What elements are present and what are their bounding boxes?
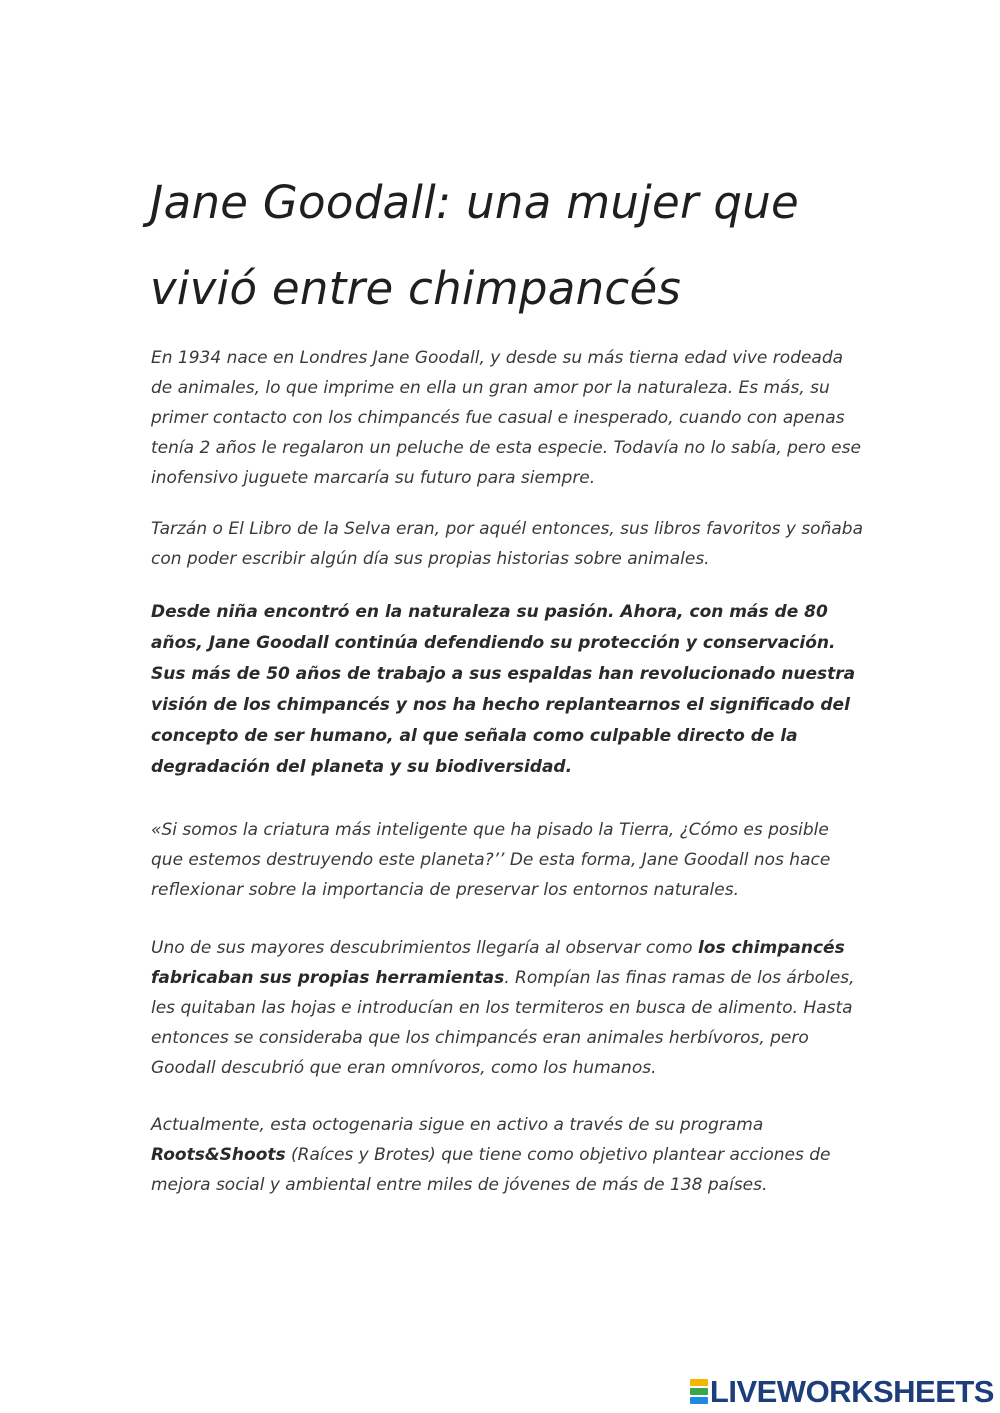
paragraph-program bbox=[151, 1110, 863, 1200]
liveworksheets-logo-text: LIVEWORKSHEETS bbox=[709, 1374, 994, 1409]
program-text-end: (Raíces y Brotes) que tiene como objetivo plantear acciones de mejora social y ambiental entre miles de jóvenes de más de 138 países. bbox=[151, 1145, 831, 1195]
discovery-text-end: . Rompían las finas ramas de los árboles, les quitaban las hojas e introducían en los termiteros en busca de alimento. Hasta entonces se consideraba que los chimpancés eran animales herbívoros, pero Goodall descubrió que eran omnívoros, como los humanos. bbox=[151, 968, 855, 1078]
paragraph-discovery bbox=[151, 933, 863, 1083]
paragraph-birth: En 1934 nace en Londres Jane Goodall, y desde su más tierna edad vive rodeada de animales, lo que imprime en ella un gran amor por la naturaleza. Es más, su primer contacto con los chimpancés fue casual e inesperado, cuando con apenas tenía 2 años le regalaron un peluche de esta especie. Todavía no lo sabía, pero ese inofensivo juguete marcaría su futuro para siempre. bbox=[151, 348, 861, 488]
title-line-1: Jane Goodall: una mujer que bbox=[150, 176, 800, 229]
discovery-highlight: los chimpancés fabricaban sus propias herramientas bbox=[151, 938, 845, 988]
program-name: Roots&Shoots bbox=[151, 1145, 286, 1165]
title-line-2: vivió entre chimpancés bbox=[150, 262, 682, 315]
program-text-start: Actualmente, esta octogenaria sigue en activo a través de su programa bbox=[151, 1115, 764, 1135]
liveworksheets-logo-icon bbox=[690, 1379, 708, 1405]
page-title bbox=[150, 160, 870, 332]
paragraph-passion: Desde niña encontró en la naturaleza su pasión. Ahora, con más de 80 años, Jane Goodall continúa defendiendo su protección y conservación. Sus más de 50 años de trabajo a sus espaldas han revolucionado nuestra visión de los chimpancés y nos ha hecho replantearnos el significado del concepto de ser humano, al que señala como culpable directo de la degradación del planeta y su biodiversidad. bbox=[151, 602, 856, 777]
paragraph-quote: «Si somos la criatura más inteligente que ha pisado la Tierra, ¿Cómo es posible que estemos destruyendo este planeta?’’ De esta forma, Jane Goodall nos hace reflexionar sobre la importancia de preservar los entornos naturales. bbox=[151, 820, 831, 900]
paragraph-books: Tarzán o El Libro de la Selva eran, por aquél entonces, sus libros favoritos y soñaba con poder escribir algún día sus propias historias sobre animales. bbox=[151, 519, 863, 569]
liveworksheets-logo bbox=[690, 1375, 994, 1409]
discovery-text-start: Uno de sus mayores descubrimientos llegaría al observar como bbox=[151, 938, 698, 958]
